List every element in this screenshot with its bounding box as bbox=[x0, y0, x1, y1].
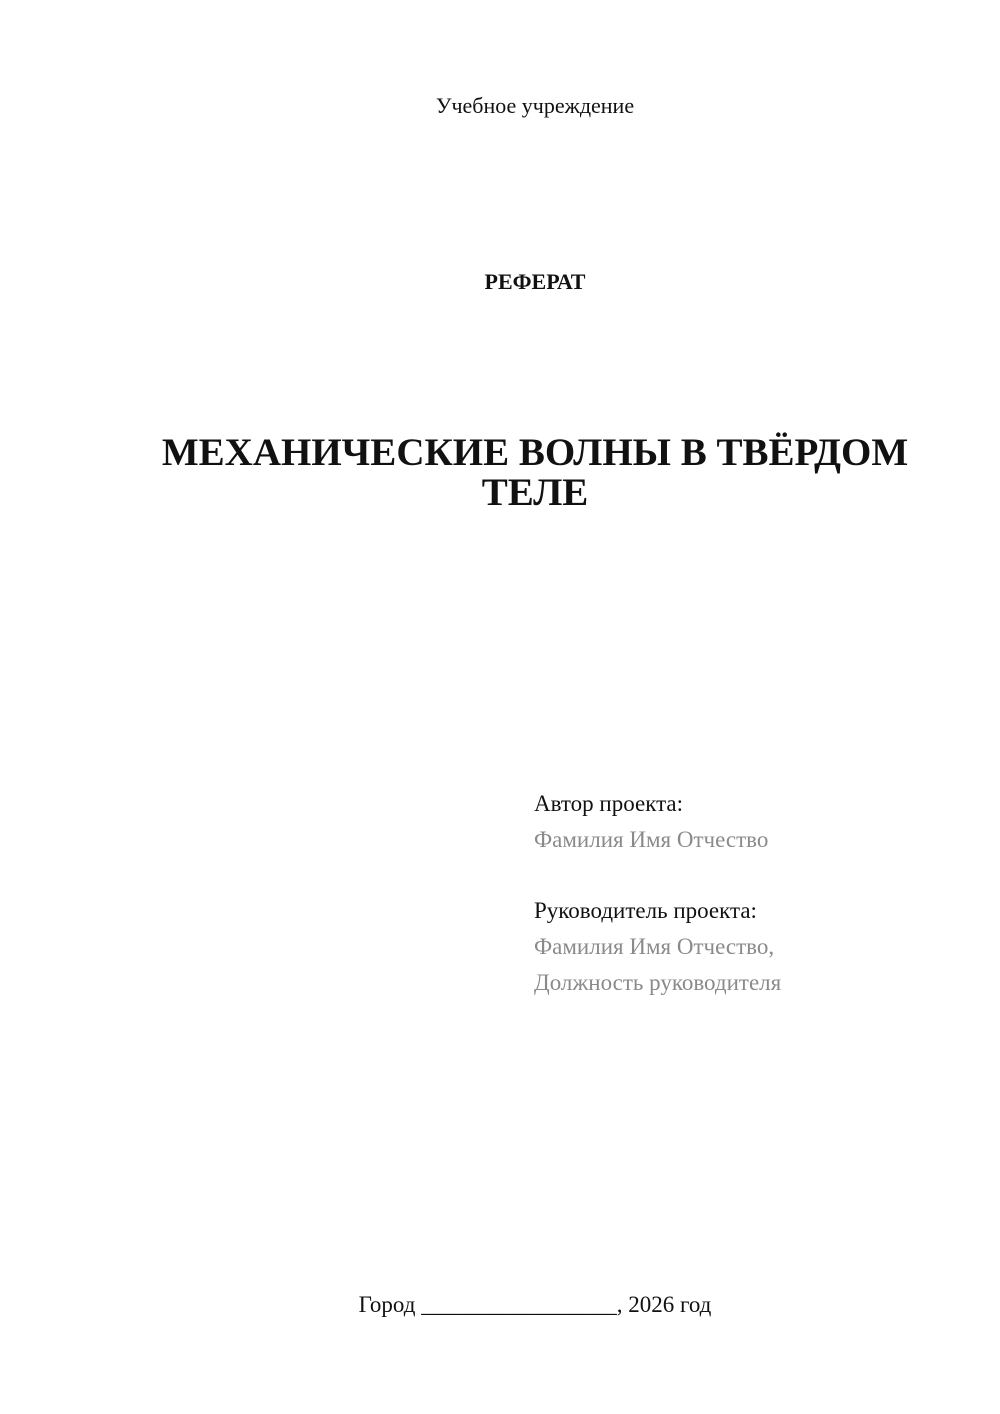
supervisor-label: Руководитель проекта: bbox=[534, 898, 757, 923]
document-type: РЕФЕРАТ bbox=[484, 269, 586, 294]
document-title-line-1: МЕХАНИЧЕСКИЕ ВОЛНЫ В ТВЁРДОМ bbox=[161, 431, 909, 474]
document-title-line-2: ТЕЛЕ bbox=[481, 471, 589, 514]
project-info-block bbox=[534, 786, 954, 1001]
supervisor-position: Должность руководителя bbox=[534, 970, 782, 995]
supervisor-name: Фамилия Имя Отчество, bbox=[534, 934, 775, 959]
author-name: Фамилия Имя Отчество bbox=[534, 827, 769, 852]
document-title bbox=[160, 433, 910, 513]
author-label: Автор проекта: bbox=[534, 791, 683, 816]
spacer bbox=[534, 858, 954, 893]
city-year-line: Город _________________, 2026 год bbox=[358, 1292, 712, 1317]
institution-name: Учебное учреждение bbox=[435, 93, 635, 118]
